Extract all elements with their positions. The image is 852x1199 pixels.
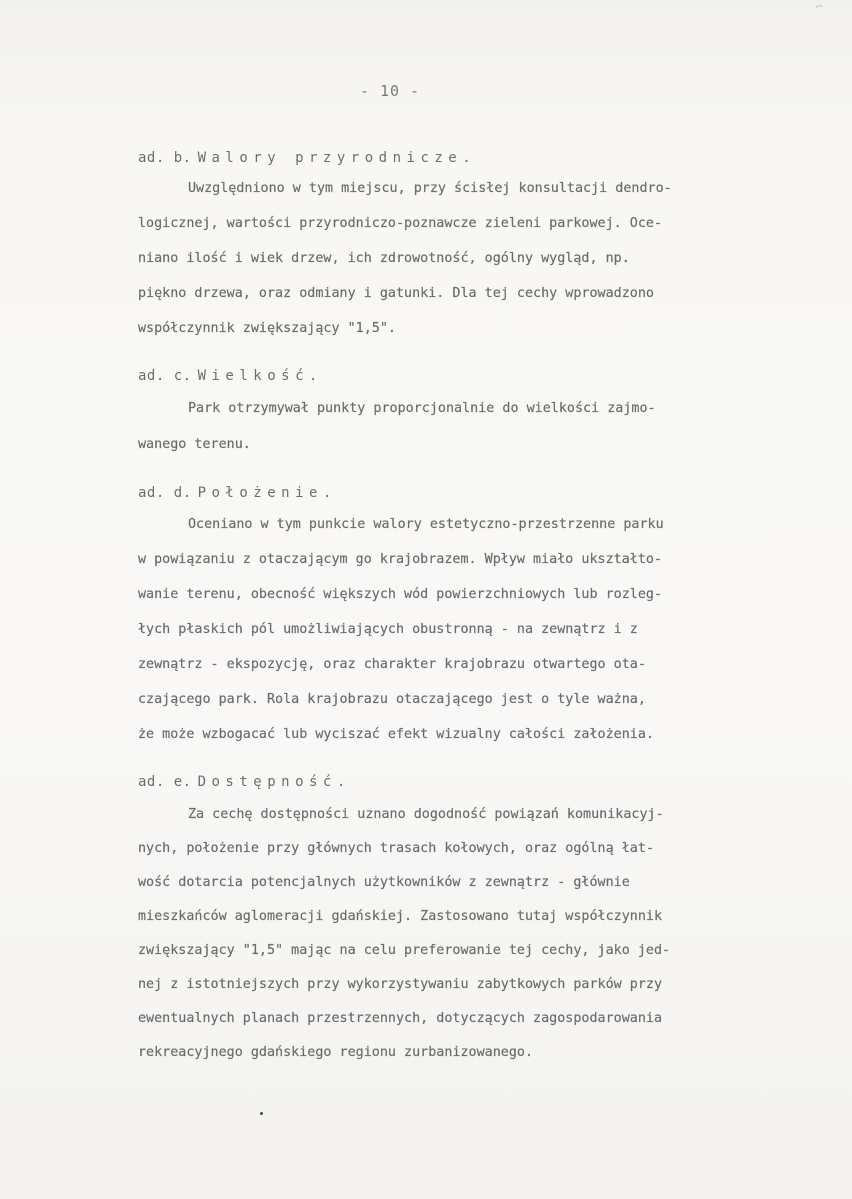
text-line: w powiązaniu z otaczającym go krajobrazem. Wpływ miało ukształto- [138, 552, 663, 567]
section-heading-b [138, 150, 476, 166]
text-line: niano ilość i wiek drzew, ich zdrowotność, ogólny wygląd, np. [138, 251, 630, 266]
text-line: czającego park. Rola krajobrazu otaczającego jest o tyle ważna, [138, 692, 646, 707]
section-label: ad. c. [138, 368, 192, 384]
text-line: logicznej, wartości przyrodniczo-poznawcze zieleni parkowej. Oce- [138, 216, 663, 231]
section-heading-d [138, 485, 337, 501]
section-title: Walory przyrodnicze. [197, 150, 477, 166]
section-label: ad. d. [138, 485, 192, 501]
edge-mark: ⌐ [816, 0, 823, 13]
text-line: rekreacyjnego gdańskiego regionu zurbanizowanego. [138, 1045, 534, 1060]
page-number: - 10 - [359, 82, 421, 100]
text-line: zewnątrz - ekspozycję, oraz charakter krajobrazu otwartego ota- [138, 657, 646, 672]
text-line: Park otrzymywał punkty proporcjonalnie do wielkości zajmo- [188, 401, 656, 416]
text-line: że może wzbogacać lub wyciszać efekt wizualny całości założenia. [138, 727, 654, 742]
section-label: ad. e. [138, 774, 192, 790]
text-line: piękno drzewa, oraz odmiany i gatunki. Dla tej cechy wprowadzono [138, 286, 654, 301]
section-title: Wielkość. [197, 368, 323, 384]
text-line: nej z istotniejszych przy wykorzystywaniu zabytkowych parków przy [138, 977, 663, 992]
text-line: zwiększający "1,5" mając na celu preferowanie tej cechy, jako jed- [138, 943, 671, 958]
text-line: wanego terenu. [138, 437, 251, 452]
section-title: Położenie. [197, 485, 337, 501]
section-title: Dostępność. [197, 774, 351, 790]
ink-speck [260, 1112, 263, 1115]
text-line: Oceniano w tym punkcie walory estetyczno-przestrzenne parku [188, 517, 664, 532]
section-label: ad. b. [138, 150, 192, 166]
text-line: Uwzględniono w tym miejscu, przy ścisłej konsultacji dendro- [188, 181, 672, 196]
text-line: nych, położenie przy głównych trasach kołowych, oraz ogólną łat- [138, 841, 654, 856]
text-line: wanie terenu, obecność większych wód powierzchniowych lub rozleg- [138, 587, 663, 602]
text-line: współczynnik zwiększający "1,5". [138, 321, 396, 336]
text-line: Za cechę dostępności uznano dogodność powiązań komunikacyj- [188, 807, 664, 822]
text-line: ewentualnych planach przestrzennych, dotyczących zagospodarowania [138, 1011, 663, 1026]
section-heading-e [138, 774, 351, 790]
text-line: mieszkańców aglomeracji gdańskiej. Zastosowano tutaj współczynnik [138, 909, 663, 924]
text-line: wość dotarcia potencjalnych użytkowników z zewnątrz - głównie [138, 875, 630, 890]
text-line: łych płaskich pól umożliwiających obustronną - na zewnątrz i z [138, 622, 638, 637]
section-heading-c [138, 368, 323, 384]
